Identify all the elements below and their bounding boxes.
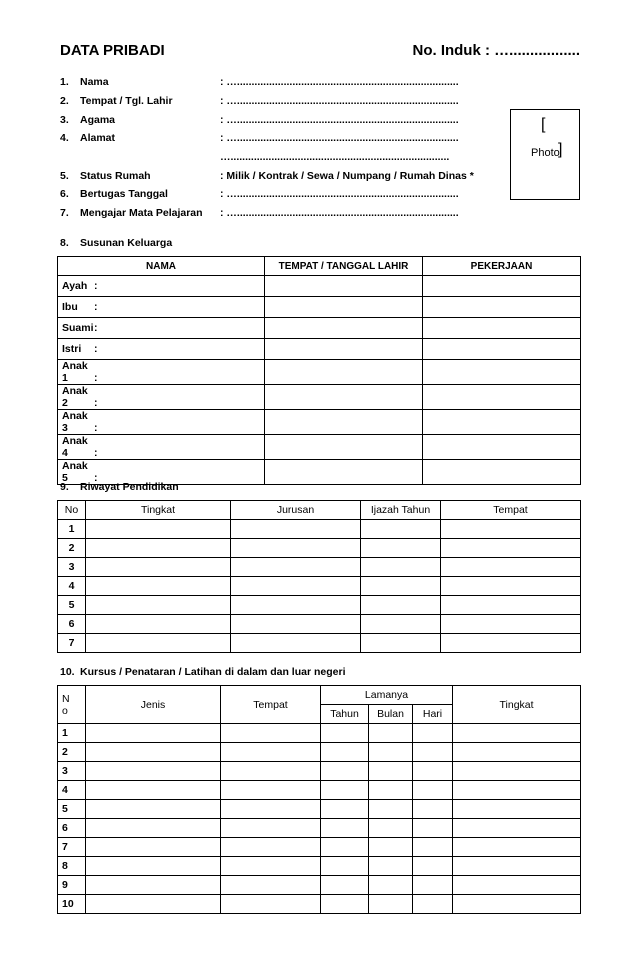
- family-birth-cell[interactable]: [265, 339, 423, 360]
- section-number: 10.: [60, 666, 75, 678]
- table-cell[interactable]: [321, 743, 369, 762]
- table-cell[interactable]: [86, 724, 221, 743]
- section-heading-pendidikan: [60, 481, 179, 493]
- field-label: Agama: [80, 114, 116, 126]
- family-birth-cell[interactable]: [265, 410, 423, 435]
- family-table: [57, 256, 581, 485]
- table-row: [58, 435, 581, 460]
- section-heading-kursus: [60, 666, 345, 678]
- table-cell[interactable]: [453, 743, 581, 762]
- table-cell[interactable]: [369, 781, 413, 800]
- row-number: 1: [58, 520, 86, 539]
- table-cell[interactable]: [86, 615, 231, 634]
- table-row: [58, 800, 581, 819]
- table-row: [58, 276, 581, 297]
- form-header: [60, 42, 580, 64]
- table-row: [58, 596, 581, 615]
- column-header: Hari: [413, 705, 453, 724]
- table-cell[interactable]: [369, 895, 413, 914]
- family-birth-cell[interactable]: [265, 360, 423, 385]
- table-cell[interactable]: [86, 876, 221, 895]
- table-cell[interactable]: [441, 558, 581, 577]
- family-job-cell[interactable]: [423, 360, 581, 385]
- table-cell[interactable]: [361, 596, 441, 615]
- table-cell[interactable]: [221, 876, 321, 895]
- field-number: 1.: [60, 76, 69, 88]
- table-row: [58, 762, 581, 781]
- table-cell[interactable]: [369, 724, 413, 743]
- table-cell[interactable]: [86, 762, 221, 781]
- table-cell[interactable]: [86, 838, 221, 857]
- table-cell[interactable]: [86, 895, 221, 914]
- table-cell[interactable]: [453, 838, 581, 857]
- row-number: 5: [58, 596, 86, 615]
- table-row: [58, 339, 581, 360]
- field-value[interactable]: : …............................................................................: [220, 132, 459, 144]
- table-cell[interactable]: [453, 895, 581, 914]
- table-cell[interactable]: [441, 596, 581, 615]
- table-row: [58, 615, 581, 634]
- row-number: 7: [58, 634, 86, 653]
- table-header-row: [58, 257, 581, 276]
- family-name-cell[interactable]: [58, 276, 265, 297]
- family-name-cell[interactable]: [58, 410, 265, 435]
- table-cell[interactable]: [86, 800, 221, 819]
- family-birth-cell[interactable]: [265, 460, 423, 485]
- table-cell[interactable]: [231, 558, 361, 577]
- family-name-cell[interactable]: [58, 435, 265, 460]
- table-cell[interactable]: [221, 781, 321, 800]
- relation-label: Anak 3: [62, 410, 88, 434]
- family-name-cell[interactable]: [58, 339, 265, 360]
- row-number: 3: [58, 762, 86, 781]
- table-cell[interactable]: [231, 577, 361, 596]
- family-job-cell[interactable]: [423, 460, 581, 485]
- table-cell[interactable]: [369, 800, 413, 819]
- table-cell[interactable]: [86, 857, 221, 876]
- table-cell[interactable]: [441, 577, 581, 596]
- table-row: [58, 558, 581, 577]
- column-header: PEKERJAAN: [423, 257, 581, 276]
- header-no-bottom: o: [62, 704, 68, 717]
- table-cell[interactable]: [221, 838, 321, 857]
- table-cell[interactable]: [221, 762, 321, 781]
- relation-colon: :: [94, 472, 98, 484]
- table-row: [58, 297, 581, 318]
- field-number: 4.: [60, 132, 69, 144]
- table-row: [58, 838, 581, 857]
- table-cell[interactable]: [86, 743, 221, 762]
- table-cell[interactable]: [321, 819, 369, 838]
- table-cell[interactable]: [231, 520, 361, 539]
- table-cell[interactable]: [86, 781, 221, 800]
- relation-colon: :: [94, 397, 98, 409]
- table-cell[interactable]: [413, 743, 453, 762]
- table-row: [58, 318, 581, 339]
- table-cell[interactable]: [231, 596, 361, 615]
- table-cell[interactable]: [413, 781, 453, 800]
- row-number: 7: [58, 838, 86, 857]
- field-value[interactable]: : Milik / Kontrak / Sewa / Numpang / Rumah Dinas *: [220, 170, 474, 182]
- table-cell[interactable]: [321, 857, 369, 876]
- table-cell[interactable]: [361, 520, 441, 539]
- table-row: [58, 410, 581, 435]
- row-number: 4: [58, 577, 86, 596]
- relation-label: Ayah: [62, 280, 88, 292]
- field-number: 7.: [60, 207, 69, 219]
- table-cell[interactable]: [413, 895, 453, 914]
- table-cell[interactable]: [453, 876, 581, 895]
- table-cell[interactable]: [361, 577, 441, 596]
- table-cell[interactable]: [369, 819, 413, 838]
- table-row: [58, 520, 581, 539]
- table-row: [58, 634, 581, 653]
- table-cell[interactable]: [369, 838, 413, 857]
- table-cell[interactable]: [321, 724, 369, 743]
- section-title: Kursus / Penataran / Latihan di dalam dan luar negeri: [80, 666, 346, 678]
- relation-colon: :: [94, 422, 98, 434]
- column-header-no: [58, 686, 86, 724]
- relation-label: Anak 5: [62, 460, 88, 484]
- family-birth-cell[interactable]: [265, 318, 423, 339]
- family-job-cell[interactable]: [423, 435, 581, 460]
- column-header: Jurusan: [231, 501, 361, 520]
- table-cell[interactable]: [453, 857, 581, 876]
- section-heading-keluarga: [60, 237, 172, 249]
- relation-colon: :: [94, 447, 98, 459]
- field-label: Tempat / Tgl. Lahir: [80, 95, 173, 107]
- family-birth-cell[interactable]: [265, 276, 423, 297]
- field-tempat-tgl-lahir[interactable]: [60, 94, 459, 108]
- table-cell[interactable]: [441, 615, 581, 634]
- table-cell[interactable]: [413, 800, 453, 819]
- table-cell[interactable]: [86, 539, 231, 558]
- table-cell[interactable]: [413, 724, 453, 743]
- relation-colon: :: [94, 372, 98, 384]
- table-cell[interactable]: [441, 539, 581, 558]
- row-number: 9: [58, 876, 86, 895]
- field-label: Mengajar Mata Pelajaran: [80, 207, 203, 219]
- section-number: 9.: [60, 481, 69, 493]
- table-cell[interactable]: [86, 520, 231, 539]
- column-header: TEMPAT / TANGGAL LAHIR: [265, 257, 423, 276]
- row-number: 3: [58, 558, 86, 577]
- table-cell[interactable]: [413, 762, 453, 781]
- family-job-cell[interactable]: [423, 410, 581, 435]
- field-value[interactable]: : …............................................................................: [220, 188, 459, 200]
- table-row: [58, 819, 581, 838]
- table-cell[interactable]: [221, 743, 321, 762]
- table-row: [58, 539, 581, 558]
- table-cell[interactable]: [453, 781, 581, 800]
- table-cell[interactable]: [321, 781, 369, 800]
- photo-bracket-close: ]: [558, 141, 563, 158]
- row-number: 8: [58, 857, 86, 876]
- table-cell[interactable]: [361, 615, 441, 634]
- column-header: Bulan: [369, 705, 413, 724]
- column-header: Ijazah Tahun: [361, 501, 441, 520]
- photo-box[interactable]: [510, 109, 580, 200]
- relation-colon: :: [94, 280, 98, 292]
- relation-label: Ibu: [62, 301, 78, 313]
- field-bertugas-tanggal[interactable]: [60, 187, 459, 201]
- row-number: 1: [58, 724, 86, 743]
- row-number: 5: [58, 800, 86, 819]
- table-row: [58, 724, 581, 743]
- family-job-cell[interactable]: [423, 297, 581, 318]
- table-row: [58, 895, 581, 914]
- table-cell[interactable]: [453, 724, 581, 743]
- table-cell[interactable]: [221, 857, 321, 876]
- field-number: 3.: [60, 114, 69, 126]
- table-cell[interactable]: [369, 876, 413, 895]
- table-cell[interactable]: [321, 762, 369, 781]
- education-table: [57, 500, 581, 653]
- field-value[interactable]: : …............................................................................: [220, 114, 459, 126]
- field-value[interactable]: : …............................................................................: [220, 76, 459, 88]
- section-title: Susunan Keluarga: [80, 237, 173, 249]
- column-header: Tingkat: [453, 686, 581, 724]
- field-status-rumah[interactable]: [60, 169, 474, 183]
- family-job-cell[interactable]: [423, 339, 581, 360]
- form-title: DATA PRIBADI: [60, 42, 165, 59]
- relation-colon: :: [94, 301, 98, 313]
- table-cell[interactable]: [453, 800, 581, 819]
- header-no-top: N: [62, 692, 70, 705]
- table-cell[interactable]: [86, 819, 221, 838]
- relation-label: Anak 2: [62, 385, 88, 409]
- field-number: 2.: [60, 95, 69, 107]
- family-job-cell[interactable]: [423, 318, 581, 339]
- table-cell[interactable]: [321, 876, 369, 895]
- table-row: [58, 781, 581, 800]
- table-header-row: [58, 686, 581, 705]
- table-cell[interactable]: [369, 743, 413, 762]
- row-number: 6: [58, 819, 86, 838]
- row-number: 4: [58, 781, 86, 800]
- family-birth-cell[interactable]: [265, 435, 423, 460]
- family-birth-cell[interactable]: [265, 385, 423, 410]
- table-cell[interactable]: [221, 895, 321, 914]
- field-label: Status Rumah: [80, 170, 151, 182]
- field-alamat[interactable]: [60, 131, 459, 145]
- table-cell[interactable]: [86, 558, 231, 577]
- table-cell[interactable]: [86, 577, 231, 596]
- section-number: 8.: [60, 237, 69, 249]
- table-cell[interactable]: [413, 876, 453, 895]
- relation-label: Anak 1: [62, 360, 88, 384]
- relation-label: Suami: [62, 322, 94, 334]
- family-name-cell[interactable]: [58, 360, 265, 385]
- field-label: Nama: [80, 76, 109, 88]
- family-name-cell[interactable]: [58, 385, 265, 410]
- column-header: Tempat: [441, 501, 581, 520]
- field-value[interactable]: …...........................................................................: [220, 151, 450, 163]
- field-agama[interactable]: [60, 113, 459, 127]
- table-cell[interactable]: [221, 819, 321, 838]
- table-cell[interactable]: [413, 857, 453, 876]
- table-cell[interactable]: [231, 539, 361, 558]
- field-nama[interactable]: [60, 75, 459, 89]
- table-cell[interactable]: [361, 558, 441, 577]
- relation-colon: :: [94, 322, 98, 334]
- field-number: 5.: [60, 170, 69, 182]
- table-cell[interactable]: [441, 634, 581, 653]
- table-cell[interactable]: [86, 634, 231, 653]
- table-row: [58, 385, 581, 410]
- column-header: No: [58, 501, 86, 520]
- column-header: Tahun: [321, 705, 369, 724]
- table-header-row: [58, 501, 581, 520]
- table-cell[interactable]: [361, 634, 441, 653]
- family-name-cell[interactable]: [58, 318, 265, 339]
- table-cell[interactable]: [321, 838, 369, 857]
- field-mengajar-mata-pelajaran[interactable]: [60, 206, 459, 220]
- table-row: [58, 360, 581, 385]
- table-cell[interactable]: [86, 596, 231, 615]
- table-cell[interactable]: [413, 819, 453, 838]
- table-cell[interactable]: [361, 539, 441, 558]
- photo-bracket-open: [: [541, 116, 546, 133]
- family-job-cell[interactable]: [423, 276, 581, 297]
- table-cell[interactable]: [441, 520, 581, 539]
- table-cell[interactable]: [321, 800, 369, 819]
- column-header: Jenis: [86, 686, 221, 724]
- row-number: 10: [58, 895, 86, 914]
- table-cell[interactable]: [231, 634, 361, 653]
- table-cell[interactable]: [369, 857, 413, 876]
- column-header: NAMA: [58, 257, 265, 276]
- field-value[interactable]: : …............................................................................: [220, 95, 459, 107]
- field-label: Alamat: [80, 132, 116, 144]
- table-cell[interactable]: [413, 838, 453, 857]
- table-cell[interactable]: [453, 819, 581, 838]
- column-header: Lamanya: [321, 686, 453, 705]
- field-alamat-line2[interactable]: [60, 150, 449, 164]
- field-number: 6.: [60, 188, 69, 200]
- column-header: Tempat: [221, 686, 321, 724]
- table-cell[interactable]: [221, 800, 321, 819]
- table-cell[interactable]: [453, 762, 581, 781]
- row-number: 6: [58, 615, 86, 634]
- family-birth-cell[interactable]: [265, 297, 423, 318]
- relation-label: Istri: [62, 343, 82, 355]
- table-cell[interactable]: [231, 615, 361, 634]
- table-cell[interactable]: [369, 762, 413, 781]
- row-number: 2: [58, 743, 86, 762]
- field-label: Bertugas Tanggal: [80, 188, 168, 200]
- relation-label: Anak 4: [62, 435, 88, 459]
- row-number: 2: [58, 539, 86, 558]
- relation-colon: :: [94, 343, 98, 355]
- no-induk-field[interactable]: No. Induk : ….................: [412, 42, 580, 59]
- field-value[interactable]: : …............................................................................: [220, 207, 459, 219]
- table-cell[interactable]: [221, 724, 321, 743]
- photo-label: Photo: [531, 147, 560, 159]
- table-row: [58, 743, 581, 762]
- table-cell[interactable]: [321, 895, 369, 914]
- table-row: [58, 857, 581, 876]
- family-job-cell[interactable]: [423, 385, 581, 410]
- family-name-cell[interactable]: [58, 297, 265, 318]
- table-row: [58, 876, 581, 895]
- column-header: Tingkat: [86, 501, 231, 520]
- table-row: [58, 577, 581, 596]
- courses-table: [57, 685, 581, 914]
- section-title: Riwayat Pendidikan: [80, 481, 179, 493]
